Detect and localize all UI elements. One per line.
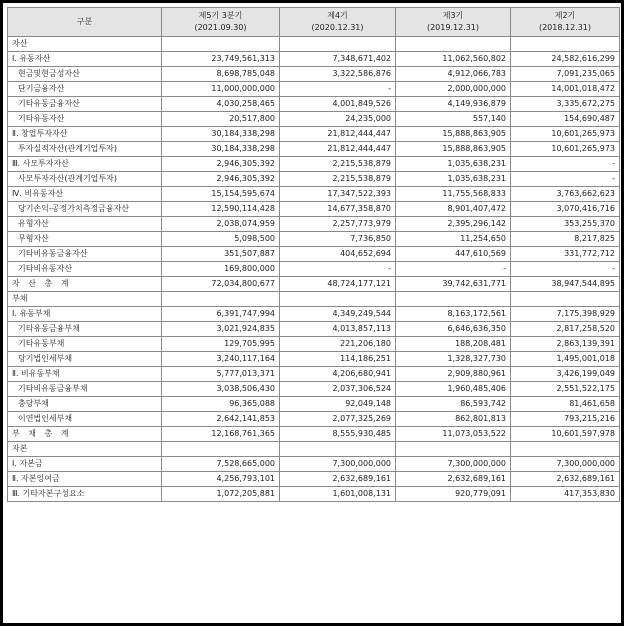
section-header-row	[8, 292, 620, 307]
table-row	[8, 367, 620, 382]
value-cell: 7,528,665,000	[162, 457, 280, 472]
value-cell: 7,736,850	[280, 232, 396, 247]
value-cell: 2,000,000,000	[396, 82, 511, 97]
value-cell: 4,001,849,526	[280, 97, 396, 112]
value-cell: 2,551,522,175	[511, 382, 620, 397]
value-cell: 2,038,074,959	[162, 217, 280, 232]
value-cell: 2,632,689,161	[511, 472, 620, 487]
table-row	[8, 337, 620, 352]
financial-statement-table	[7, 7, 620, 502]
table-row	[8, 382, 620, 397]
period-name: 제2기	[554, 11, 576, 20]
value-cell: 12,168,761,365	[162, 427, 280, 442]
value-cell: 793,215,216	[511, 412, 620, 427]
table-body	[8, 37, 620, 502]
period-date: (2019.12.31)	[426, 23, 480, 32]
value-cell: 862,801,813	[396, 412, 511, 427]
row-label: 기타유동금융자산	[8, 97, 162, 112]
value-cell: 96,365,088	[162, 397, 280, 412]
table-row	[8, 217, 620, 232]
period-name: 제5기 3분기	[198, 11, 243, 20]
value-cell: 1,601,008,131	[280, 487, 396, 502]
value-cell: 6,646,636,350	[396, 322, 511, 337]
table-row	[8, 112, 620, 127]
table-row	[8, 472, 620, 487]
table-row	[8, 277, 620, 292]
value-cell: 3,322,586,876	[280, 67, 396, 82]
value-cell: 7,348,671,402	[280, 52, 396, 67]
value-cell: 557,140	[396, 112, 511, 127]
empty-cell	[162, 37, 280, 52]
value-cell: 24,582,616,299	[511, 52, 620, 67]
section-header-row	[8, 37, 620, 52]
period-date: (2021.09.30)	[194, 23, 247, 32]
row-label: 충당부채	[8, 397, 162, 412]
document-frame	[3, 3, 621, 623]
value-cell: 8,901,407,472	[396, 202, 511, 217]
value-cell: 3,426,199,049	[511, 367, 620, 382]
row-label: 사모투자자산(관계기업투자)	[8, 172, 162, 187]
value-cell: 3,763,662,623	[511, 187, 620, 202]
value-cell: 3,070,416,716	[511, 202, 620, 217]
section-header-row	[8, 442, 620, 457]
value-cell: 2,632,689,161	[280, 472, 396, 487]
value-cell: 15,888,863,905	[396, 142, 511, 157]
empty-cell	[396, 37, 511, 52]
value-cell: 7,300,000,000	[396, 457, 511, 472]
value-cell: 92,049,148	[280, 397, 396, 412]
value-cell: 2,395,296,142	[396, 217, 511, 232]
value-cell: 7,091,235,065	[511, 67, 620, 82]
value-cell: 24,235,000	[280, 112, 396, 127]
value-cell: 20,517,800	[162, 112, 280, 127]
value-cell: 38,947,544,895	[511, 277, 620, 292]
value-cell: 3,038,506,430	[162, 382, 280, 397]
row-label: Ⅳ. 비유동자산	[8, 187, 162, 202]
value-cell: 1,072,205,881	[162, 487, 280, 502]
period-date: (2020.12.31)	[311, 23, 364, 32]
row-label: 유형자산	[8, 217, 162, 232]
value-cell: 2,215,538,879	[280, 157, 396, 172]
header-period	[396, 8, 511, 37]
value-cell: 3,021,924,835	[162, 322, 280, 337]
value-cell: -	[511, 172, 620, 187]
value-cell: 7,300,000,000	[511, 457, 620, 472]
header-period	[280, 8, 396, 37]
value-cell: 417,353,830	[511, 487, 620, 502]
row-label: 기타비유동금융자산	[8, 247, 162, 262]
value-cell: 10,601,265,973	[511, 127, 620, 142]
table-row	[8, 127, 620, 142]
period-name: 제3기	[442, 11, 464, 20]
value-cell: 14,677,358,870	[280, 202, 396, 217]
table-row	[8, 427, 620, 442]
value-cell: 3,240,117,164	[162, 352, 280, 367]
header-row	[8, 8, 620, 37]
table-row	[8, 97, 620, 112]
header-period	[162, 8, 280, 37]
value-cell: 11,755,568,833	[396, 187, 511, 202]
row-label: 기타유동자산	[8, 112, 162, 127]
value-cell: 2,632,689,161	[396, 472, 511, 487]
empty-cell	[511, 37, 620, 52]
value-cell: 1,035,638,231	[396, 172, 511, 187]
table-row	[8, 307, 620, 322]
table-row	[8, 202, 620, 217]
value-cell: 11,000,000,000	[162, 82, 280, 97]
period-date: (2018.12.31)	[538, 23, 592, 32]
row-label: Ⅱ. 창업투자자산	[8, 127, 162, 142]
empty-cell	[280, 37, 396, 52]
empty-cell	[396, 292, 511, 307]
value-cell: 2,642,141,853	[162, 412, 280, 427]
value-cell: 4,349,249,544	[280, 307, 396, 322]
value-cell: 3,335,672,275	[511, 97, 620, 112]
value-cell: 154,690,487	[511, 112, 620, 127]
value-cell: 4,206,680,941	[280, 367, 396, 382]
value-cell: 10,601,265,973	[511, 142, 620, 157]
value-cell: 7,175,398,929	[511, 307, 620, 322]
value-cell: 2,863,139,391	[511, 337, 620, 352]
table-row	[8, 397, 620, 412]
value-cell: 169,800,000	[162, 262, 280, 277]
row-label: 투자실적자산(관계기업투자)	[8, 142, 162, 157]
value-cell: -	[511, 262, 620, 277]
value-cell: 21,812,444,447	[280, 142, 396, 157]
value-cell: 15,154,595,674	[162, 187, 280, 202]
table-row	[8, 142, 620, 157]
row-label: Ⅰ. 유동부채	[8, 307, 162, 322]
row-label: 자 산 총 계	[8, 277, 162, 292]
value-cell: 353,255,370	[511, 217, 620, 232]
empty-cell	[511, 292, 620, 307]
row-label: Ⅲ. 사모투자자산	[8, 157, 162, 172]
row-label: Ⅲ. 기타자본구성요소	[8, 487, 162, 502]
table-row	[8, 262, 620, 277]
value-cell: 2,817,258,520	[511, 322, 620, 337]
table-row	[8, 232, 620, 247]
value-cell: 72,034,800,677	[162, 277, 280, 292]
value-cell: -	[396, 262, 511, 277]
value-cell: 5,098,500	[162, 232, 280, 247]
value-cell: 23,749,561,313	[162, 52, 280, 67]
value-cell: 1,328,327,730	[396, 352, 511, 367]
table-row	[8, 247, 620, 262]
row-label: Ⅰ. 자본금	[8, 457, 162, 472]
row-label: 부 채 총 계	[8, 427, 162, 442]
row-label: 단기금융자산	[8, 82, 162, 97]
row-label: 당기손익-공정가치측정금융자산	[8, 202, 162, 217]
value-cell: 11,073,053,522	[396, 427, 511, 442]
empty-cell	[162, 292, 280, 307]
row-label: Ⅱ. 비유동부채	[8, 367, 162, 382]
table-row	[8, 172, 620, 187]
row-label: 무형자산	[8, 232, 162, 247]
table-row	[8, 67, 620, 82]
value-cell: 17,347,522,393	[280, 187, 396, 202]
row-label: Ⅰ. 유동자산	[8, 52, 162, 67]
value-cell: 6,391,747,994	[162, 307, 280, 322]
section-label: 자본	[8, 442, 162, 457]
row-label: 기타비유동금융부채	[8, 382, 162, 397]
value-cell: 8,698,785,048	[162, 67, 280, 82]
value-cell: 2,946,305,392	[162, 157, 280, 172]
value-cell: 81,461,658	[511, 397, 620, 412]
value-cell: 12,590,114,428	[162, 202, 280, 217]
value-cell: 404,652,694	[280, 247, 396, 262]
table-row	[8, 352, 620, 367]
value-cell: 1,495,001,018	[511, 352, 620, 367]
table-row	[8, 187, 620, 202]
value-cell: 2,946,305,392	[162, 172, 280, 187]
value-cell: 30,184,338,298	[162, 127, 280, 142]
table-row	[8, 322, 620, 337]
empty-cell	[280, 442, 396, 457]
value-cell: 2,909,880,961	[396, 367, 511, 382]
empty-cell	[396, 442, 511, 457]
value-cell: 447,610,569	[396, 247, 511, 262]
value-cell: 188,208,481	[396, 337, 511, 352]
value-cell: 48,724,177,121	[280, 277, 396, 292]
value-cell: 39,742,631,771	[396, 277, 511, 292]
value-cell: 920,779,091	[396, 487, 511, 502]
value-cell: 221,206,180	[280, 337, 396, 352]
value-cell: 11,254,650	[396, 232, 511, 247]
section-label: 자산	[8, 37, 162, 52]
empty-cell	[280, 292, 396, 307]
value-cell: 11,062,560,802	[396, 52, 511, 67]
value-cell: -	[280, 262, 396, 277]
value-cell: 4,030,258,465	[162, 97, 280, 112]
table-row	[8, 82, 620, 97]
value-cell: 2,215,538,879	[280, 172, 396, 187]
value-cell: 114,186,251	[280, 352, 396, 367]
header-period	[511, 8, 620, 37]
value-cell: -	[511, 157, 620, 172]
value-cell: -	[280, 82, 396, 97]
value-cell: 351,507,887	[162, 247, 280, 262]
value-cell: 8,217,825	[511, 232, 620, 247]
value-cell: 21,812,444,447	[280, 127, 396, 142]
table-row	[8, 412, 620, 427]
value-cell: 2,037,306,524	[280, 382, 396, 397]
empty-cell	[511, 442, 620, 457]
section-label: 부채	[8, 292, 162, 307]
table-row	[8, 487, 620, 502]
value-cell: 14,001,018,472	[511, 82, 620, 97]
value-cell: 1,035,638,231	[396, 157, 511, 172]
value-cell: 2,077,325,269	[280, 412, 396, 427]
header-category: 구분	[8, 8, 162, 37]
value-cell: 86,593,742	[396, 397, 511, 412]
value-cell: 4,256,793,101	[162, 472, 280, 487]
table-row	[8, 457, 620, 472]
empty-cell	[162, 442, 280, 457]
row-label: 기타유동부채	[8, 337, 162, 352]
value-cell: 2,257,773,979	[280, 217, 396, 232]
period-name: 제4기	[327, 11, 348, 20]
value-cell: 4,149,936,879	[396, 97, 511, 112]
row-label: 당기법인세부채	[8, 352, 162, 367]
value-cell: 8,163,172,561	[396, 307, 511, 322]
row-label: 이연법인세부채	[8, 412, 162, 427]
row-label: 현금및현금성자산	[8, 67, 162, 82]
value-cell: 331,772,712	[511, 247, 620, 262]
value-cell: 7,300,000,000	[280, 457, 396, 472]
table-row	[8, 157, 620, 172]
value-cell: 8,555,930,485	[280, 427, 396, 442]
value-cell: 5,777,013,371	[162, 367, 280, 382]
value-cell: 1,960,485,406	[396, 382, 511, 397]
row-label: 기타비유동자산	[8, 262, 162, 277]
row-label: Ⅱ. 자본잉여금	[8, 472, 162, 487]
row-label: 기타유동금융부채	[8, 322, 162, 337]
table-row	[8, 52, 620, 67]
value-cell: 30,184,338,298	[162, 142, 280, 157]
value-cell: 4,013,857,113	[280, 322, 396, 337]
value-cell: 4,912,066,783	[396, 67, 511, 82]
value-cell: 10,601,597,978	[511, 427, 620, 442]
value-cell: 15,888,863,905	[396, 127, 511, 142]
value-cell: 129,705,995	[162, 337, 280, 352]
